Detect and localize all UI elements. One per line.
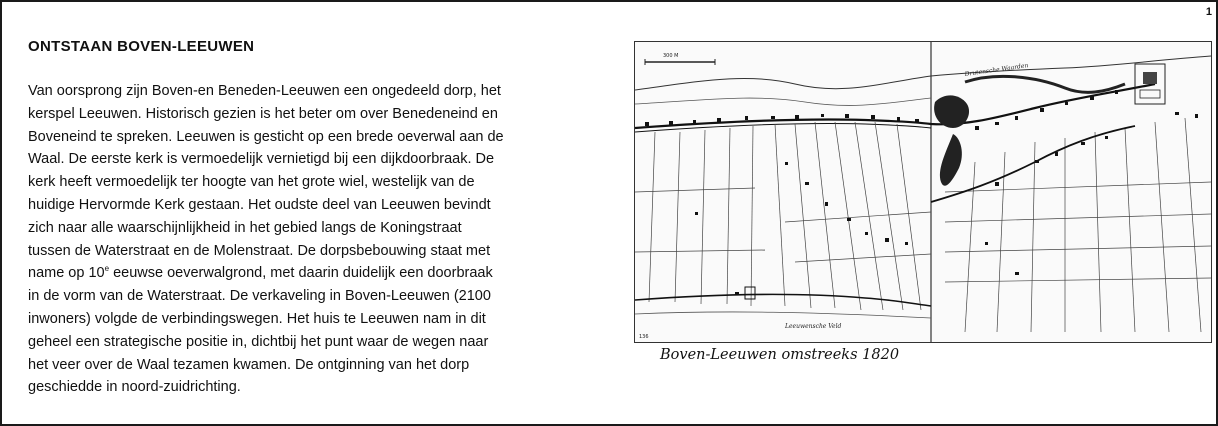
body-text-part1: Van oorsprong zijn Boven-en Beneden-Leeuwen een ongedeeld dorp, het kerspel Leeuwen. Historisch gezien is het beter om over Benedeneind en Boveneind te spreken. Leeuwen is gesticht op een brede oeverwal aan de Waal. De eerste kerk is vermoedelijk vernietigd bij een dijkdoorbraak. De kerk heeft vermoedelijk ter hoogte van het grote wiel, westelijk van de huidige Hervormde Kerk gestaan. Het oudste deel van Leeuwen bevindt zich naar alle waarschijnlijkheid in het gebied langs de Koningstraat tussen de Waterstraat en de Molenstraat. De dorpsbebouwing staat met name op 10: [28, 83, 504, 282]
map-scale-label: 300 M: [663, 53, 679, 59]
body-text-part2: eeuwse oeverwalgrond, met daarin duidelijk een doorbraak in de vorm van de Waterstraat. De verkaveling in Boven-Leeuwen (2100 inwoners) volgde de verbindingswegen. Het huis te Leeuwen nam in dit geheel een strategische positie in, dichtbij het punt waar de wegen naar het veer over de Waal tezamen kwamen. De ontginning van het dorp geschiedde in noord-zuidrichting.: [28, 265, 493, 396]
map-drawing: [635, 42, 1211, 342]
page-number: 1: [1205, 6, 1212, 18]
historical-map-image: [634, 41, 1212, 343]
figure-caption: Boven-Leeuwen omstreeks 1820: [660, 347, 900, 363]
article-body: [28, 80, 508, 399]
article-heading: ONTSTAAN BOVEN-LEEUWEN: [28, 38, 255, 55]
map-label-veld: Leeuwensche Veld: [785, 323, 842, 330]
map-label-waarden: Drutensche Waarden: [964, 62, 1029, 78]
map-corner-number: 136: [639, 334, 649, 340]
century-superscript: e: [104, 264, 110, 274]
